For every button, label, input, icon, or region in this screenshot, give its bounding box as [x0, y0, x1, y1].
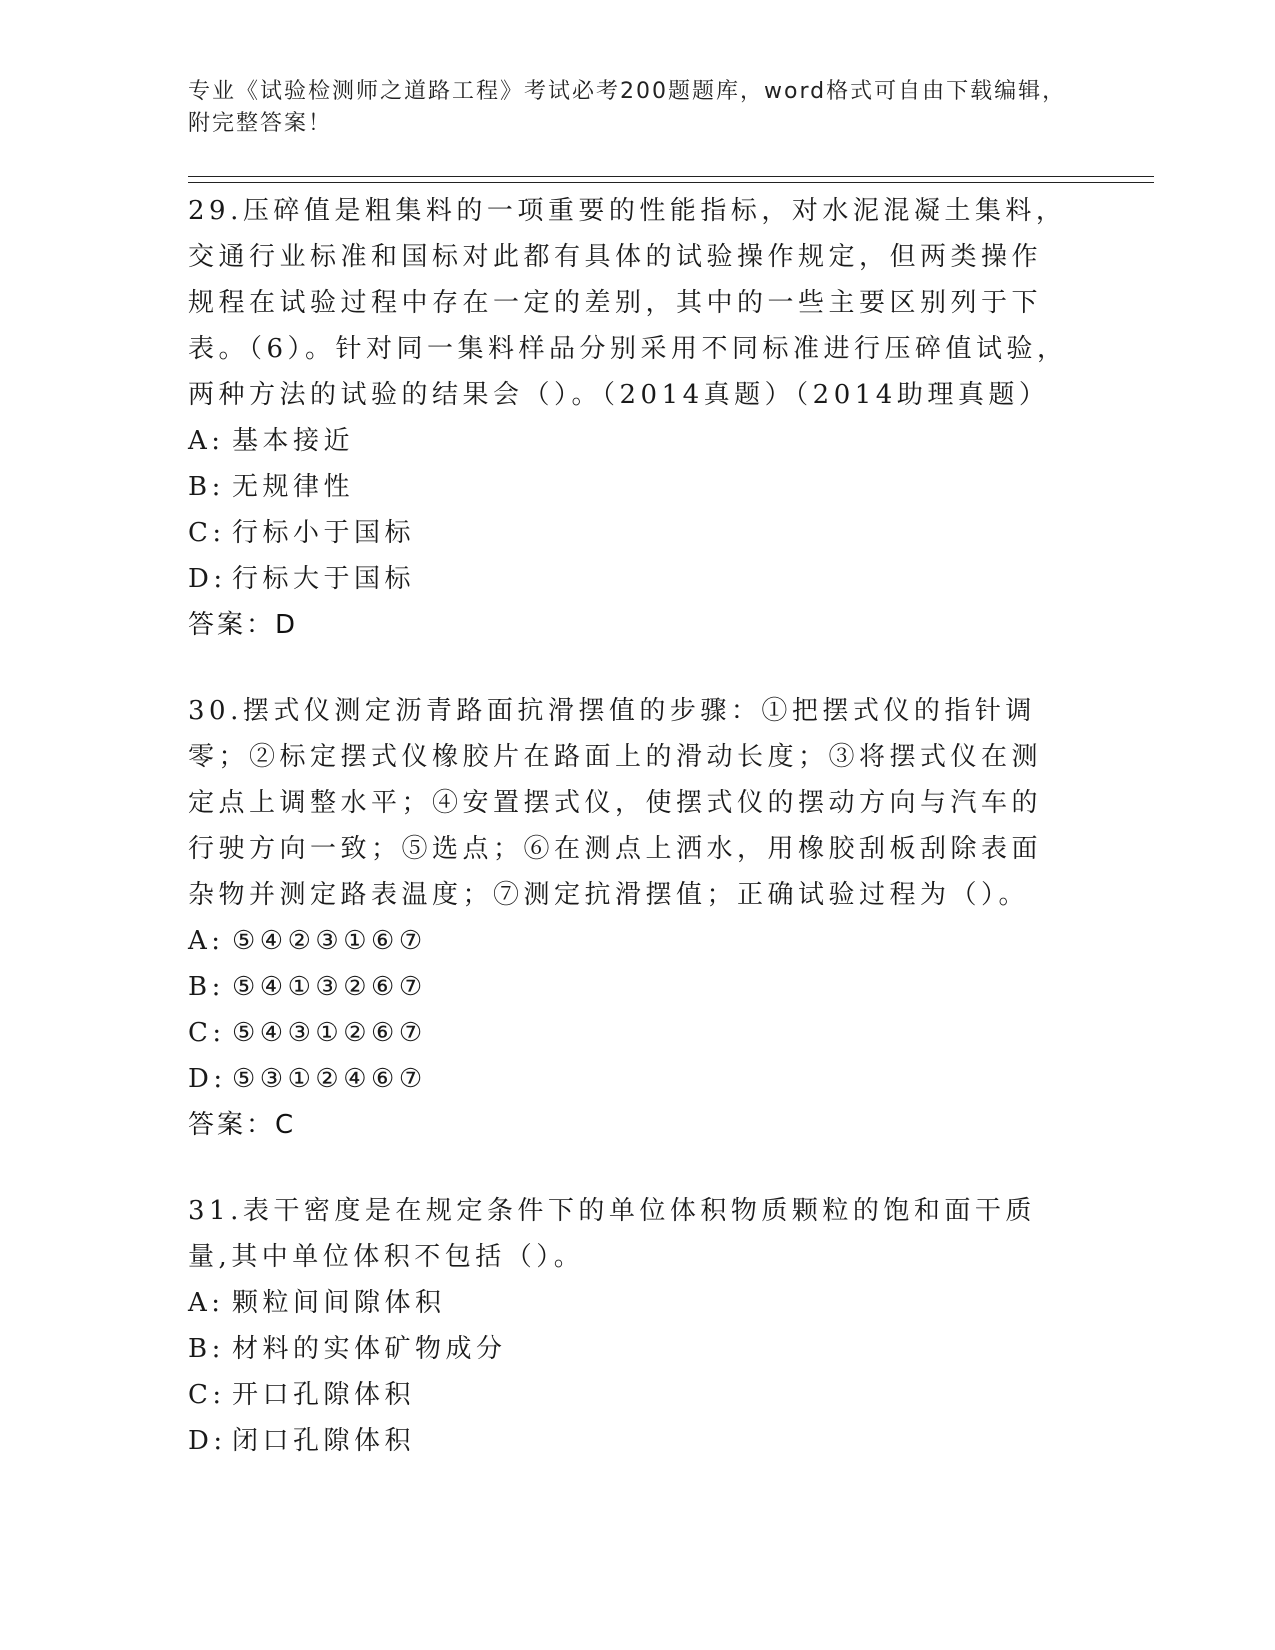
- option-d: [188, 1418, 1068, 1464]
- option-text: 材料的实体矿物成分: [232, 1334, 507, 1364]
- option-d: [188, 1056, 1068, 1102]
- answer-line: 答案：D: [188, 610, 299, 640]
- option-c: [188, 1010, 1068, 1056]
- option-b: [188, 1326, 1068, 1372]
- option-text: 基本接近: [232, 426, 355, 456]
- option-a: [188, 1280, 1068, 1326]
- option-letter: D:: [188, 1064, 227, 1094]
- option-text: ⑤④①③②⑥⑦: [232, 972, 427, 1002]
- option-b: [188, 464, 1068, 510]
- option-letter: B:: [188, 472, 225, 502]
- option-letter: C:: [188, 1380, 226, 1410]
- option-letter: A:: [188, 926, 225, 956]
- option-text: 开口孔隙体积: [232, 1380, 416, 1410]
- question-stem: 30.摆式仪测定沥青路面抗滑摆值的步骤：①把摆式仪的指针调零；②标定摆式仪橡胶片在路面上的滑动长度；③将摆式仪在测定点上调整水平；④安置摆式仪，使摆式仪的摆动方向与汽车的行驶方向一致；⑤选点；⑥在测点上洒水，用橡胶刮板刮除表面杂物并测定路表温度；⑦测定抗滑摆值；正确试验过程为（）。: [188, 696, 1043, 910]
- question-stem: 29.压碎值是粗集料的一项重要的性能指标，对水泥混凝土集料，交通行业标准和国标对此都有具体的试验操作规定，但两类操作规程在试验过程中存在一定的差别，其中的一些主要区别列于下表。（6）。针对同一集料样品分别采用不同标准进行压碎值试验，两种方法的试验的结果会（）。（2014真题）（2014助理真题）: [188, 196, 1068, 410]
- option-text: 闭口孔隙体积: [232, 1426, 416, 1456]
- option-b: [188, 964, 1068, 1010]
- answer-line: 答案：C: [188, 1110, 297, 1140]
- option-text: 颗粒间间隙体积: [232, 1288, 446, 1318]
- option-letter: A:: [188, 1288, 225, 1318]
- option-letter: D:: [188, 1426, 227, 1456]
- option-text: 行标大于国标: [232, 564, 416, 594]
- option-d: [188, 556, 1068, 602]
- question-stem: 31.表干密度是在规定条件下的单位体积物质颗粒的饱和面干质量,其中单位体积不包括（）。: [188, 1196, 1036, 1272]
- question-29: [188, 188, 1068, 648]
- option-a: [188, 918, 1068, 964]
- option-a: [188, 418, 1068, 464]
- header-divider-top: [188, 176, 1154, 177]
- option-letter: C:: [188, 1018, 226, 1048]
- option-list: [188, 918, 1068, 1102]
- option-text: ⑤③①②④⑥⑦: [232, 1064, 427, 1094]
- option-c: [188, 510, 1068, 556]
- header-divider-bottom: [188, 182, 1154, 183]
- question-31: [188, 1188, 1068, 1464]
- option-list: [188, 418, 1068, 602]
- option-text: 无规律性: [232, 472, 355, 502]
- option-letter: C:: [188, 518, 226, 548]
- option-letter: B:: [188, 1334, 225, 1364]
- option-text: ⑤④③①②⑥⑦: [232, 1018, 427, 1048]
- option-list: [188, 1280, 1068, 1464]
- option-letter: A:: [188, 426, 225, 456]
- option-letter: B:: [188, 972, 225, 1002]
- page-header: 专业《试验检测师之道路工程》考试必考200题题库，word格式可自由下载编辑，附完整答案！: [188, 79, 1067, 136]
- option-text: 行标小于国标: [232, 518, 416, 548]
- question-30: [188, 688, 1068, 1148]
- option-c: [188, 1372, 1068, 1418]
- option-letter: D:: [188, 564, 227, 594]
- option-text: ⑤④②③①⑥⑦: [232, 926, 427, 956]
